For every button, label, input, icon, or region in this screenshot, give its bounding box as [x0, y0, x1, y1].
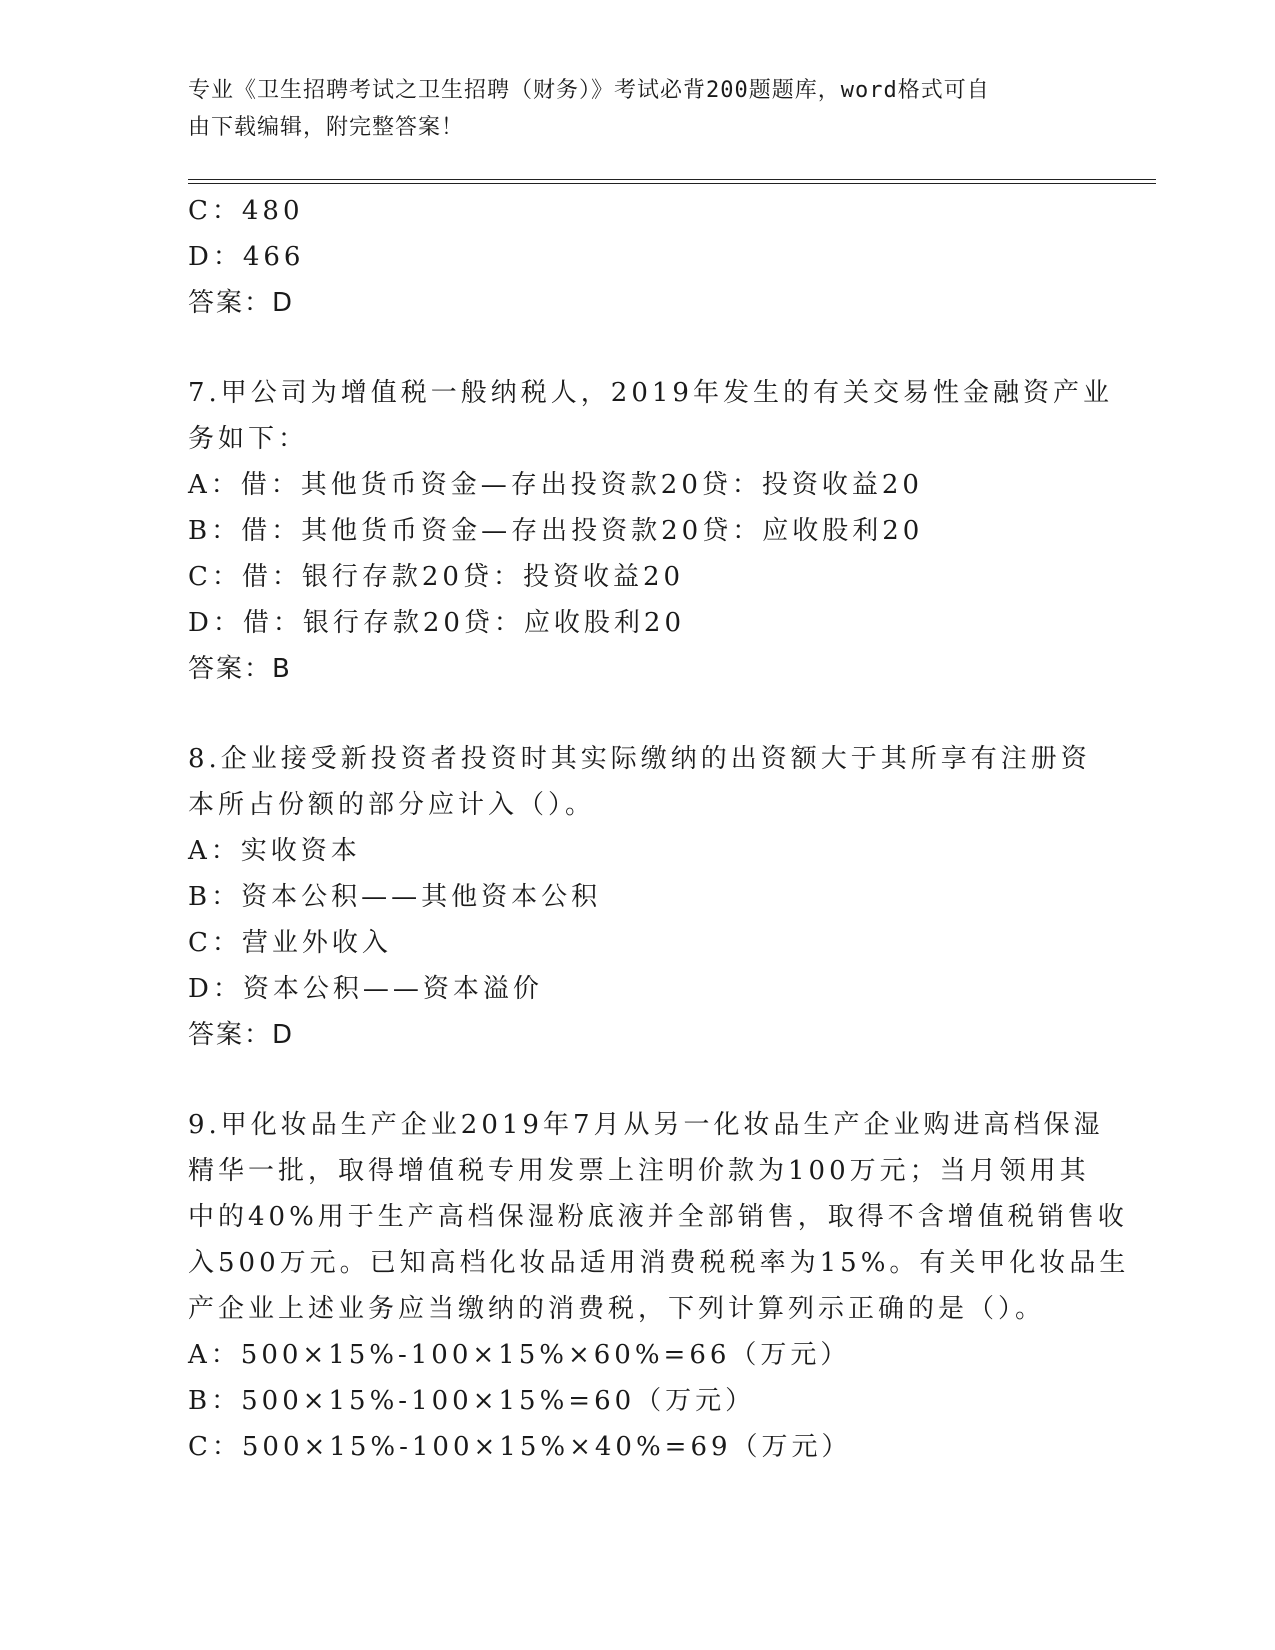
spacer: [188, 326, 1088, 370]
question-9: [188, 1102, 1130, 1470]
question-stem-line: 产企业上述业务应当缴纳的消费税，下列计算列示正确的是（）。: [188, 1294, 1046, 1324]
header-divider-top: [188, 179, 1156, 180]
option-b: B：资本公积——其他资本公积: [188, 882, 602, 912]
question-8: [188, 736, 1091, 1058]
answer-line: 答案：B: [188, 654, 292, 684]
document-header: [188, 72, 1088, 146]
answer-line: 答案：D: [188, 1020, 295, 1050]
option-c: C：营业外收入: [188, 928, 392, 958]
question-stem-line: 9.甲化妆品生产企业2019年7月从另一化妆品生产企业购进高档保湿: [188, 1110, 1104, 1140]
header-divider-bottom: [188, 183, 1156, 184]
option-c: C：480: [188, 196, 304, 226]
question-list: [188, 188, 1130, 1470]
question-stem-line: 务如下：: [188, 424, 309, 454]
option-d: D：资本公积——资本溢价: [188, 974, 543, 1004]
question-stem-line: 精华一批，取得增值税专用发票上注明价款为100万元；当月领用其: [188, 1156, 1090, 1186]
question-stem-line: 中的40%用于生产高档保湿粉底液并全部销售，取得不含增值税销售收: [188, 1202, 1128, 1232]
option-b: B：500×15%-100×15%=60（万元）: [188, 1386, 756, 1416]
option-b: B：借：其他货币资金—存出投资款20贷：应收股利20: [188, 516, 924, 546]
question-stem-line: 8.企业接受新投资者投资时其实际缴纳的出资额大于其所享有注册资: [188, 744, 1091, 774]
question-6-tail: [188, 188, 1088, 326]
answer-line: 答案：D: [188, 288, 295, 318]
option-a: A：实收资本: [188, 836, 361, 866]
option-d: D：借：银行存款20贷：应收股利20: [188, 608, 686, 638]
option-c: C：500×15%-100×15%×40%=69（万元）: [188, 1432, 852, 1462]
header-line-2: 由下载编辑，附完整答案！: [188, 115, 465, 140]
question-stem-line: 本所占份额的部分应计入（）。: [188, 790, 596, 820]
option-d: D：466: [188, 242, 305, 272]
option-a: A：借：其他货币资金—存出投资款20贷：投资收益20: [188, 470, 923, 500]
spacer: [188, 692, 1088, 736]
option-a: A：500×15%-100×15%×60%=66（万元）: [188, 1340, 851, 1370]
question-stem-line: 入500万元。已知高档化妆品适用消费税税率为15%。有关甲化妆品生: [188, 1248, 1130, 1278]
header-line-1: 专业《卫生招聘考试之卫生招聘（财务）》考试必背200题题库，word格式可自: [188, 78, 990, 103]
option-c: C：借：银行存款20贷：投资收益20: [188, 562, 685, 592]
spacer: [188, 1058, 1088, 1102]
question-7: [188, 370, 1113, 692]
question-stem-line: 7.甲公司为增值税一般纳税人，2019年发生的有关交易性金融资产业: [188, 378, 1113, 408]
